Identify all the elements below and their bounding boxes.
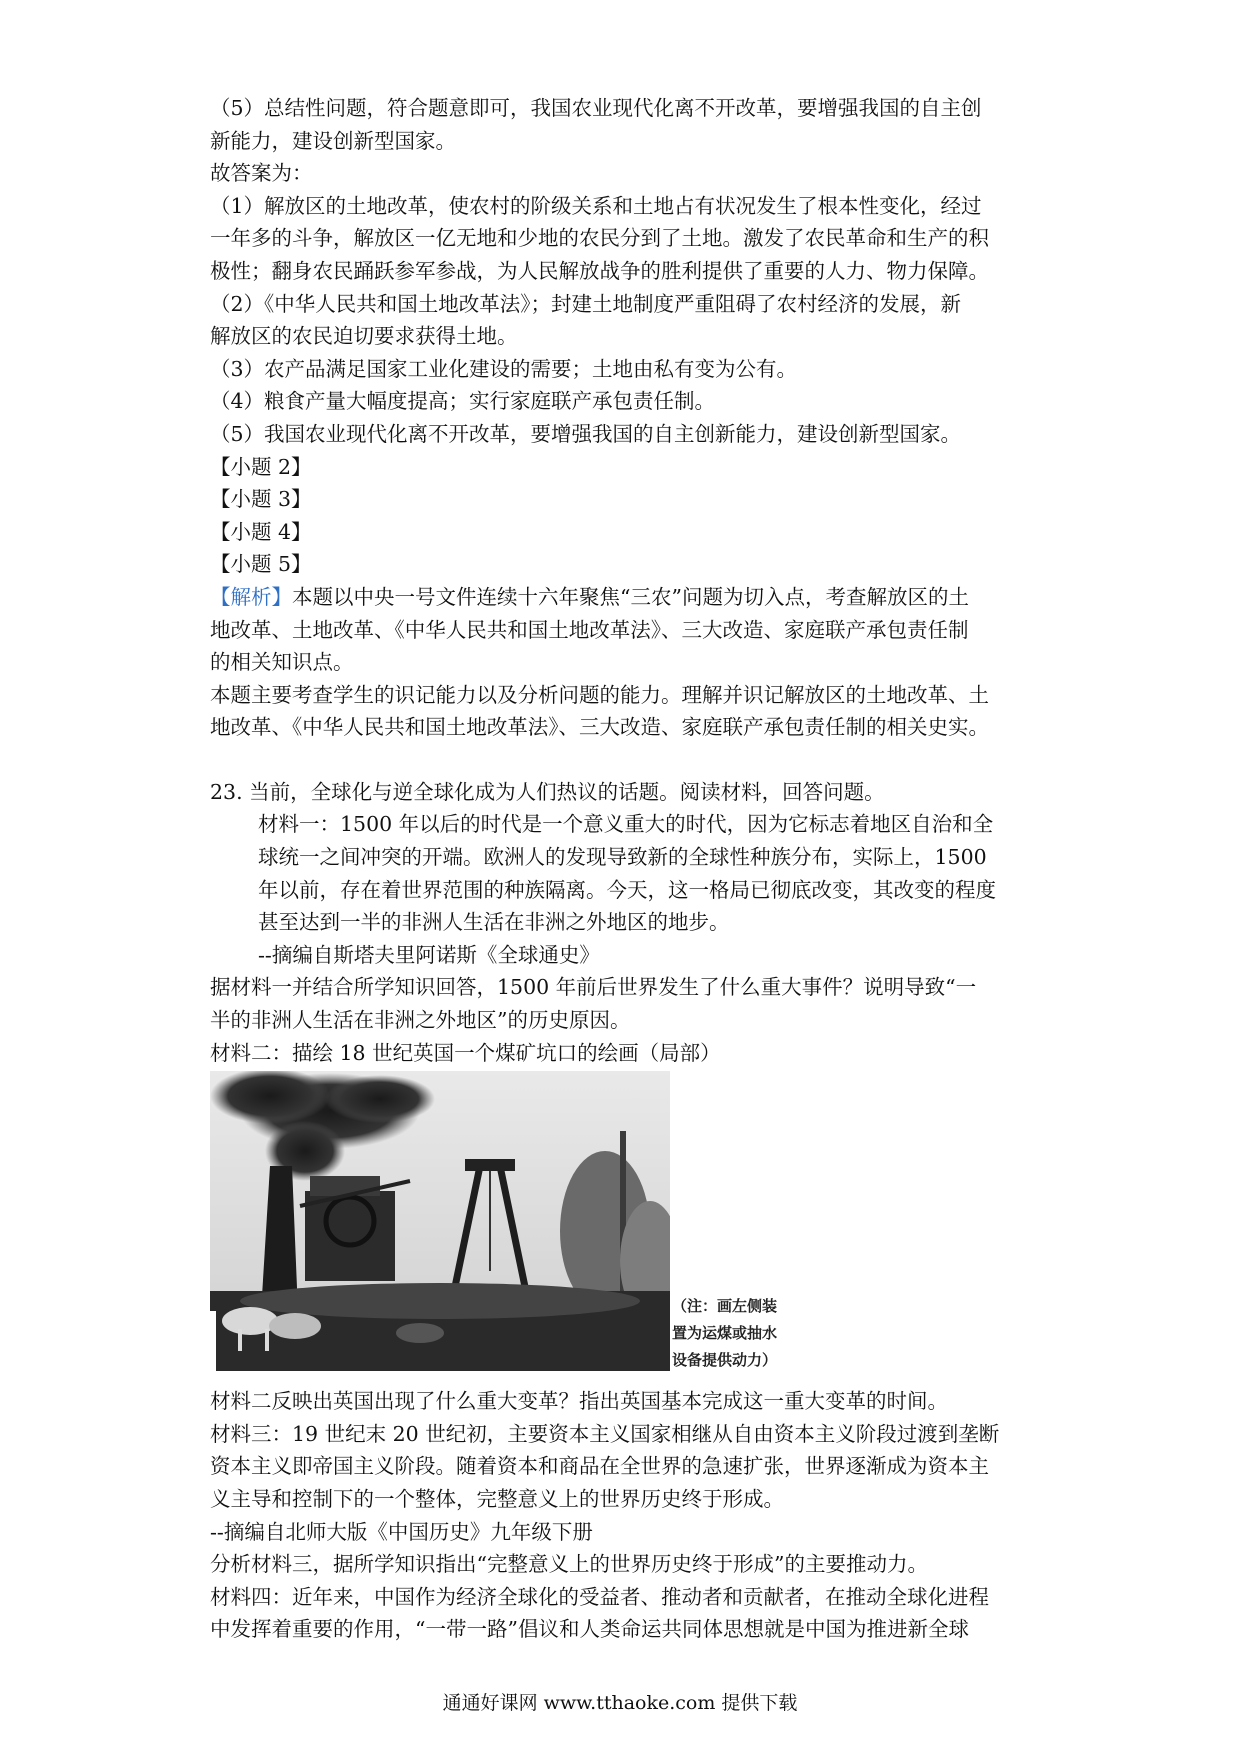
analysis-line: 本题主要考查学生的识记能力以及分析问题的能力。理解并识记解放区的土地改革、土 [210,682,989,707]
material-three-line: 材料三：19 世纪末 20 世纪初，主要资本主义国家相继从自由资本主义阶段过渡到垄断 [210,1421,1000,1446]
answer-line: 一年多的斗争，解放区一亿无地和少地的农民分到了土地。激发了农民革命和生产的积 [210,226,989,251]
material-one-line: 材料一：1500 年以后的时代是一个意义重大的时代，因为它标志着地区自治和全 [258,812,994,837]
material-two-title: 材料二：描绘 18 世纪英国一个煤矿坑口的绘画（局部） [210,1040,721,1065]
answer-line: （2）《中华人民共和国土地改革法》；封建土地制度严重阻碍了农村经济的发展，新 [210,291,962,316]
question-line: 分析材料三，据所学知识指出“完整意义上的世界历史终于形成”的主要推动力。 [210,1552,928,1577]
answer-line: 解放区的农民迫切要求获得土地。 [210,324,518,349]
answer-line: 极性；翻身农民踊跃参军参战，为人民解放战争的胜利提供了重要的人力、物力保障。 [210,258,989,283]
material-three-source: --摘编自北师大版《中国历史》九年级下册 [210,1519,593,1544]
figure-note-line: （注：画左侧装 [672,1297,778,1316]
answer-line: （3）农产品满足国家工业化建设的需要；土地由私有变为公有。 [210,356,798,381]
figure-note-line: 置为运煤或抽水 [672,1324,778,1343]
answer-line: （5）总结性问题，符合题意即可，我国农业现代化离不开改革，要增强我国的自主创 [210,96,982,120]
material-one-line: 年以前，存在着世界范围的种族隔离。今天，这一格局已彻底改变，其改变的程度 [258,877,996,902]
page-footer: 通通好课网 www.tthaoke.com 提供下载 [442,1692,798,1714]
document-page [210,92,1040,1646]
question-line: 半的非洲人生活在非洲之外地区”的历史原因。 [210,1008,631,1033]
analysis-line: 的相关知识点。 [210,650,354,675]
answer-line: （4）粮食产量大幅度提高；实行家庭联产承包责任制。 [210,389,716,414]
question-line: 材料二反映出英国出现了什么重大变革？指出英国基本完成这一重大变革的时间。 [210,1389,948,1414]
subquestion-label: 【小题 5】 [210,552,312,577]
subquestion-label: 【小题 2】 [210,454,312,479]
analysis-tag: 【解析】 [210,584,292,609]
figure-note [672,1293,777,1374]
answer-line: 新能力，建设创新型国家。 [210,128,456,153]
question-line: 据材料一并结合所学知识回答，1500 年前后世界发生了什么重大事件？说明导致“一 [210,975,977,1000]
material-one-line: 甚至达到一半的非洲人生活在非洲之外地区的地步。 [258,910,730,935]
subquestion-label: 【小题 4】 [210,519,312,544]
answer-line: （5）我国农业现代化离不开改革，要增强我国的自主创新能力，建设创新型国家。 [210,421,962,446]
answer-heading: 故答案为： [210,161,313,186]
answer-line: （1）解放区的土地改革，使农村的阶级关系和土地占有状况发生了根本性变化，经过 [210,193,982,218]
coal-mine-painting [210,1071,670,1371]
analysis-text: 本题以中央一号文件连续十六年聚焦“三农”问题为切入点，考查解放区的土 [292,584,969,609]
figure-note-line: 设备提供动力） [672,1351,778,1370]
material-four-line: 中发挥着重要的作用，“一带一路”倡议和人类命运共同体思想就是中国为推进新全球 [210,1617,969,1642]
material-three-line: 义主导和控制下的一个整体，完整意义上的世界历史终于形成。 [210,1487,784,1511]
material-four-line: 材料四：近年来，中国作为经济全球化的受益者、推动者和贡献者，在推动全球化进程 [210,1584,989,1609]
question-stem: 23. 当前，全球化与逆全球化成为人们热议的话题。阅读材料，回答问题。 [210,779,885,804]
analysis-line: 地改革、《中华人民共和国土地改革法》、三大改造、家庭联产承包责任制的相关史实。 [210,715,989,740]
material-one-line: 球统一之间冲突的开端。欧洲人的发现导致新的全球性种族分布，实际上，1500 [258,845,987,870]
material-one-source: --摘编自斯塔夫里阿诺斯《全球通史》 [258,942,600,967]
subquestion-label: 【小题 3】 [210,487,312,512]
material-three-line: 资本主义即帝国主义阶段。随着资本和商品在全世界的急速扩张，世界逐渐成为资本主 [210,1454,989,1479]
coal-mine-painting-figure [210,1071,1040,1381]
analysis-line [210,581,1040,614]
analysis-line: 地改革、土地改革、《中华人民共和国土地改革法》、三大改造、家庭联产承包责任制 [210,617,969,642]
